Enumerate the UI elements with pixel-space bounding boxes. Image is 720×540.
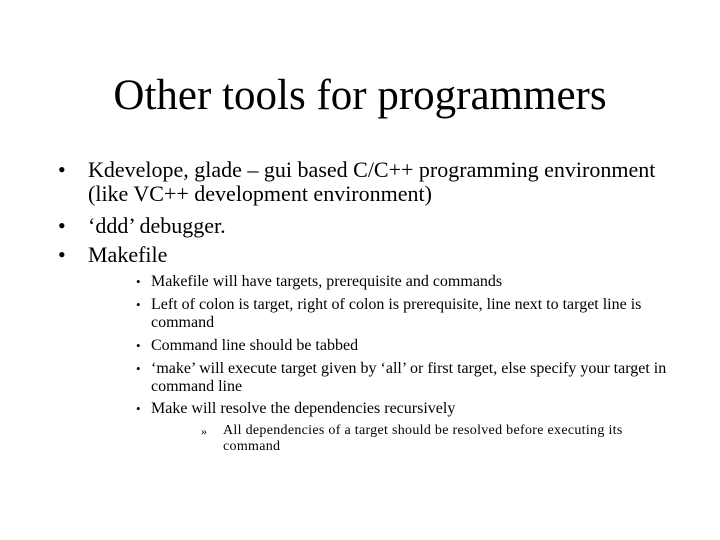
- sub-bullet-text: Make will resolve the dependencies recursively: [151, 400, 456, 417]
- sub-sub-bullet-marker: »: [201, 424, 208, 438]
- bullet-item: [58, 214, 698, 238]
- sub-bullet-text: Makefile will have targets, prerequisite and commands: [151, 273, 503, 290]
- slide-title: Other tools for programmers: [113, 72, 607, 119]
- bullet-item: [58, 158, 698, 206]
- bullet-item: [58, 243, 698, 267]
- sub-bullet-marker: •: [136, 361, 141, 376]
- bullet-marker: •: [58, 213, 66, 238]
- sub-bullet-item: [136, 296, 681, 332]
- bullet-text: Kdevelope, glade – gui based C/C++ programming environment (like VC++ development environment): [88, 157, 656, 206]
- sub-sub-bullet-item: [201, 423, 671, 455]
- bullet-text: ‘ddd’ debugger.: [88, 213, 226, 238]
- bullet-text: Makefile: [88, 242, 168, 267]
- sub-bullet-text: Left of colon is target, right of colon is prerequisite, line next to target line is command: [151, 296, 642, 331]
- bullet-marker: •: [58, 242, 66, 267]
- sub-bullet-marker: •: [136, 338, 141, 353]
- sub-bullet-marker: •: [136, 274, 141, 289]
- sub-bullet-text: Command line should be tabbed: [151, 337, 359, 354]
- sub-bullet-marker: •: [136, 401, 141, 416]
- sub-bullet-item: [136, 337, 681, 355]
- sub-bullet-text: ‘make’ will execute target given by ‘all’ or first target, else specify your target in command line: [151, 360, 667, 395]
- sub-sub-bullet-text: All dependencies of a target should be resolved before executing its command: [223, 423, 623, 454]
- sub-bullet-item: [136, 360, 681, 396]
- bullet-marker: •: [58, 157, 66, 182]
- sub-bullet-item: [136, 400, 681, 418]
- sub-bullet-marker: •: [136, 297, 141, 312]
- sub-bullet-item: [136, 273, 681, 291]
